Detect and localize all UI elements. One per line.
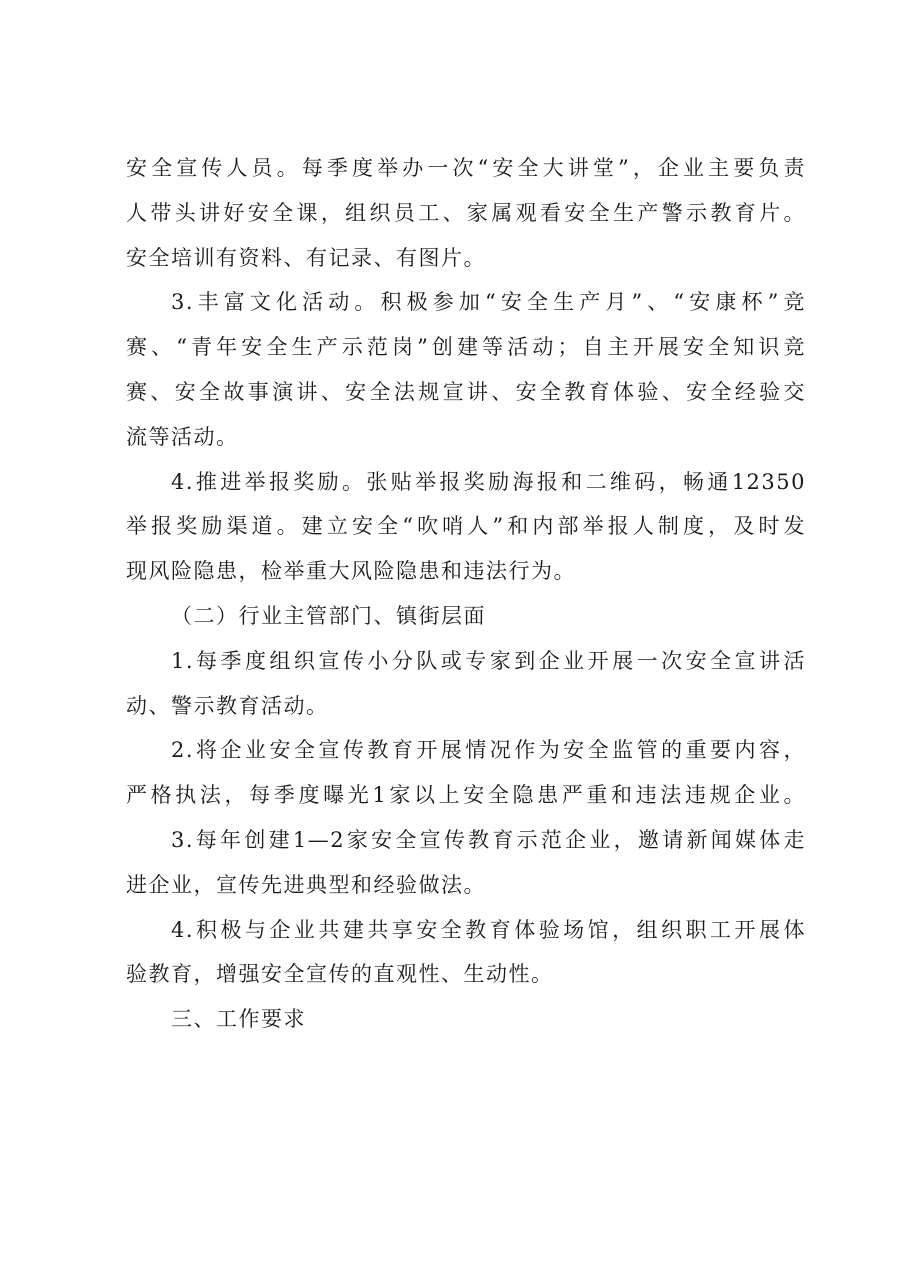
paragraph-line: 4.积极与企业共建共享安全教育体验场馆，组织职工开展体 bbox=[171, 917, 806, 942]
section-heading: 三、工作要求 bbox=[171, 1007, 306, 1032]
paragraph-line: 严格执法，每季度曝光1家以上安全隐患严重和违法违规企业。 bbox=[126, 783, 806, 808]
paragraph-line: 赛、“青年安全生产示范岗”创建等活动；自主开展安全知识竞 bbox=[126, 335, 806, 360]
paragraph-line: 举报奖励渠道。建立安全“吹哨人”和内部举报人制度，及时发 bbox=[126, 514, 806, 539]
paragraph-line: 人带头讲好安全课，组织员工、家属观看安全生产警示教育片。 bbox=[126, 200, 806, 225]
section-heading: （二）行业主管部门、镇街层面 bbox=[171, 603, 486, 628]
paragraph-line: 安全培训有资料、有记录、有图片。 bbox=[126, 245, 486, 270]
paragraph-line: 3.丰富文化活动。积极参加“安全生产月”、“安康杯”竞 bbox=[171, 290, 806, 315]
paragraph-line: 验教育，增强安全宣传的直观性、生动性。 bbox=[126, 962, 554, 987]
paragraph-line: 1.每季度组织宣传小分队或专家到企业开展一次安全宣讲活 bbox=[171, 648, 806, 673]
paragraph-line: 动、警示教育活动。 bbox=[126, 693, 329, 718]
paragraph-line: 进企业，宣传先进典型和经验做法。 bbox=[126, 872, 486, 897]
paragraph-line: 赛、安全故事演讲、安全法规宣讲、安全教育体验、安全经验交 bbox=[126, 379, 806, 404]
paragraph-line: 4.推进举报奖励。张贴举报奖励海报和二维码，畅通12350 bbox=[171, 469, 806, 494]
paragraph-line: 现风险隐患，检举重大风险隐患和违法行为。 bbox=[126, 559, 576, 584]
paragraph-line: 2.将企业安全宣传教育开展情况作为安全监管的重要内容， bbox=[171, 738, 806, 763]
document-body bbox=[126, 146, 806, 1042]
paragraph-line: 3.每年创建1—2家安全宣传教育示范企业，邀请新闻媒体走 bbox=[171, 827, 806, 852]
paragraph-line: 流等活动。 bbox=[126, 424, 239, 449]
paragraph-line: 安全宣传人员。每季度举办一次“安全大讲堂”，企业主要负责 bbox=[126, 156, 806, 180]
